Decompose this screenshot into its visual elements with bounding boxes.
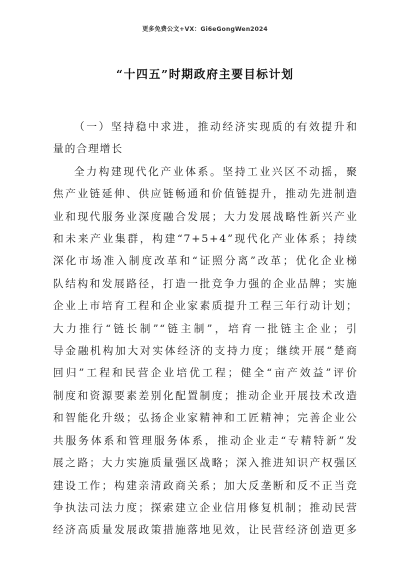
paragraph-line: 业和现代服务业深度融合发展；大力发展战略性新兴产业: [53, 210, 358, 223]
paragraph-line: 大力推行“链长制”“链主制”，培育一批链主企业；引: [53, 322, 358, 335]
paragraph-line: 深化市场准入制度改革和“证照分离”改革；优化企业梯: [53, 255, 358, 268]
section-heading-line: 量的合理增长: [53, 143, 124, 156]
section-heading-line: （一）坚持稳中求进，推动经济实现质的有效提升和: [74, 121, 358, 133]
paragraph-line: 争执法司法力度；探索建立企业信用修复机制；推动民营: [53, 501, 358, 514]
paragraph-line: 建设工作；构建亲清政商关系；加大反垄断和反不正当竞: [53, 479, 358, 492]
paragraph-line: 制度和资源要素差别化配置制度；推动企业开展技术改造: [53, 389, 358, 402]
section-heading: [53, 116, 358, 161]
paragraph-line: 企业上市培育工程和企业家素质提升工程三年行动计划；: [53, 300, 358, 313]
paragraph-line: 经济高质量发展政策措施落地见效，让民营经济创造更多: [53, 524, 358, 537]
paragraph-line: 和智能化升级；弘扬企业家精神和工匠精神；完善企业公: [53, 412, 358, 425]
paragraph-line: 共服务体系和管理服务体系，推动企业走“专精特新”发: [53, 434, 358, 447]
paragraph-line: 队结构和发展路径，打造一批竞争力强的企业品牌；实施: [53, 277, 358, 290]
paragraph-line: 焦产业链延伸、供应链畅通和价值链提升，推动先进制造: [53, 188, 358, 201]
body-paragraph: [53, 161, 358, 542]
paragraph-line: 导金融机构加大对实体经济的支持力度；继续开展“楚商: [53, 345, 358, 358]
paragraph-line: 全力构建现代化产业体系。坚持工业兴区不动摇，聚: [74, 165, 358, 178]
page-header: 更多免费公文+VX：Gi6eGongWen2024: [142, 26, 268, 33]
paragraph-line: 和未来产业集群，构建“7+5+4”现代化产业体系；持续: [53, 233, 358, 246]
document-body: [53, 116, 358, 542]
paragraph-line: 展之路；大力实施质量强区战略；深入推进知识产权强区: [53, 457, 358, 470]
document-title: “十四五”时期政府主要目标计划: [116, 67, 294, 81]
paragraph-line: 回归”工程和民营企业培优工程；健全“亩产效益”评价: [53, 367, 358, 380]
